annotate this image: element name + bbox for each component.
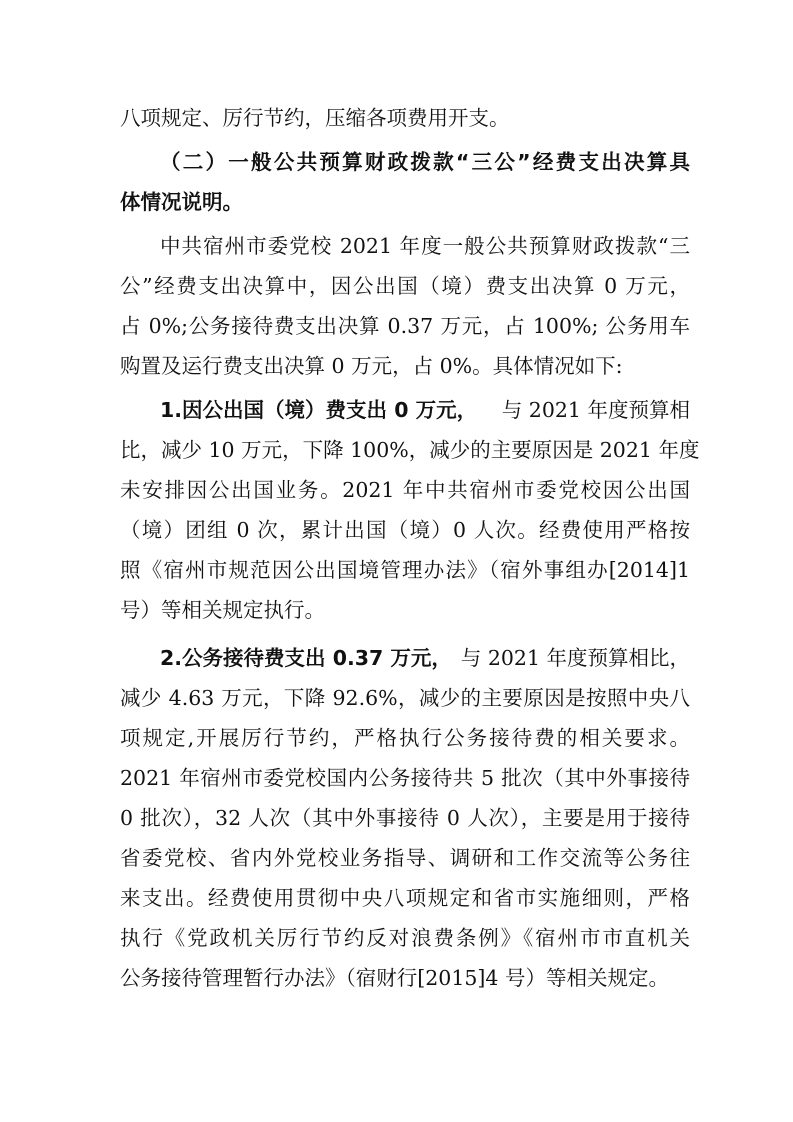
paragraph-line: 照《宿州市规范因公出国境管理办法》（宿外事组办[2014]1 bbox=[120, 558, 690, 582]
subsection-line bbox=[160, 638, 690, 678]
paragraph-text: 与 2021 年度预算相比， bbox=[460, 646, 690, 670]
paragraph-line: 购置及运行费支出决算 0 万元，占 0%。具体情况如下: bbox=[120, 354, 623, 378]
paragraph-line: 0 批次），32 人次（其中外事接待 0 人次），主要是用于接待 bbox=[120, 806, 690, 830]
paragraph-line: 未安排因公出国业务。2021 年中共宿州市委党校因公出国 bbox=[120, 478, 690, 502]
paragraph-line: 中共宿州市委党校 2021 年度一般公共预算财政拨款“三 bbox=[160, 234, 690, 258]
section-heading: （二）一般公共预算财政拨款“三公”经费支出决算具 bbox=[160, 150, 690, 174]
paragraph-line: 比，减少 10 万元，下降 100%，减少的主要原因是 2021 年度 bbox=[120, 438, 700, 462]
subsection-heading: 1.因公出国（境）费支出 0 万元， bbox=[160, 398, 478, 422]
paragraph-line: 号）等相关规定执行。 bbox=[120, 598, 325, 622]
paragraph-line: 省委党校、省内外党校业务指导、调研和工作交流等公务往 bbox=[120, 846, 690, 870]
paragraph-line: 公务接待管理暂行办法》（宿财行[2015]4 号）等相关规定。 bbox=[120, 966, 669, 990]
paragraph-line: 减少 4.63 万元，下降 92.6%，减少的主要原因是按照中央八 bbox=[120, 686, 690, 710]
paragraph-line: 执行《党政机关厉行节约反对浪费条例》《宿州市市直机关 bbox=[120, 926, 690, 950]
paragraph-line: 八项规定、厉行节约，压缩各项费用开支。 bbox=[120, 106, 510, 130]
subsection-heading: 2.公务接待费支出 0.37 万元， bbox=[160, 646, 452, 670]
section-heading: 体情况说明。 bbox=[120, 190, 243, 214]
paragraph-line: 占 0%;公务接待费支出决算 0.37 万元，占 100%; 公务用车 bbox=[120, 314, 690, 338]
paragraph-line: 2021 年宿州市委党校国内公务接待共 5 批次（其中外事接待 bbox=[120, 766, 690, 790]
paragraph-text: 与 2021 年度预算相 bbox=[501, 398, 690, 422]
paragraph-line: 来支出。经费使用贯彻中央八项规定和省市实施细则，严格 bbox=[120, 886, 690, 910]
subsection-line bbox=[160, 390, 690, 430]
paragraph-line: 公”经费支出决算中，因公出国（境）费支出决算 0 万元， bbox=[120, 274, 690, 298]
paragraph-line: 项规定,开展厉行节约，严格执行公务接待费的相关要求。 bbox=[120, 726, 690, 750]
paragraph-line: （境）团组 0 次，累计出国（境）0 人次。经费使用严格按 bbox=[120, 518, 690, 542]
